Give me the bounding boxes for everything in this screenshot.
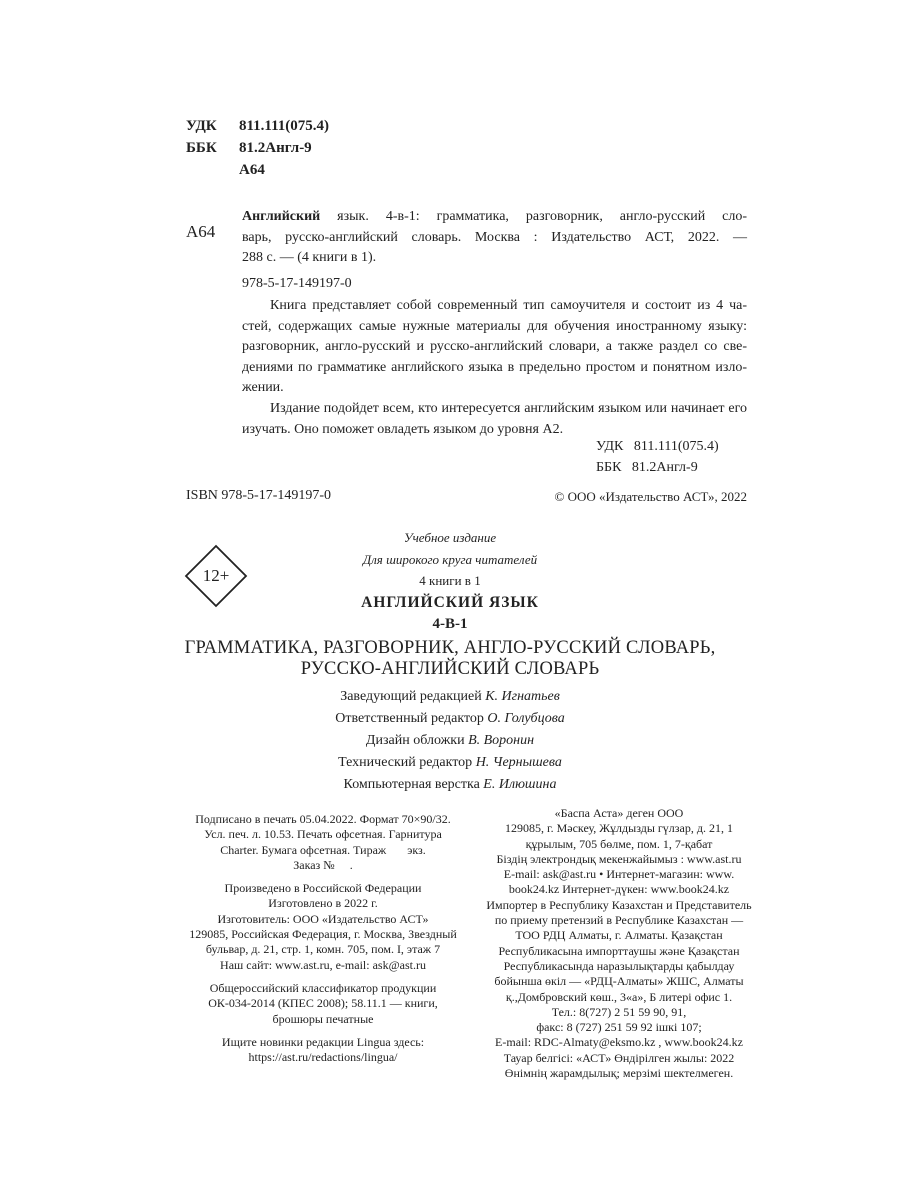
- imprint-line: Усл. печ. л. 10.53. Печать офсетная. Гарнитура: [204, 827, 442, 842]
- imprint-line: қ.,Домбровский көш., 3«а», Б литері офис 1.: [505, 989, 733, 1004]
- book-title: АНГЛИЙСКИЙ ЯЗЫК: [361, 594, 539, 611]
- imprint-line: Ищите новинки редакции Lingua здесь:: [221, 1034, 425, 1049]
- catalog-line3: 288 с. — (4 книги в 1).: [242, 250, 377, 265]
- imprint-line: Произведено в Российской Федерации: [224, 881, 422, 896]
- author-mark: А64: [239, 162, 265, 178]
- bbk-repeat: ББК 81.2Англ-9: [596, 460, 698, 475]
- imprint-line: Наш сайт: www.ast.ru, e-mail: ask@ast.ru: [220, 957, 426, 972]
- imprint-line: Charter. Бумага офсетная. Тираж экз.: [220, 842, 426, 857]
- catalog-description: [242, 207, 747, 269]
- imprint-line: факс: 8 (727) 251 59 92 ішкі 107;: [536, 1020, 702, 1035]
- bbk-value: 81.2Англ-9: [239, 140, 312, 156]
- edition-type: Учебное издание: [403, 530, 497, 545]
- imprint-line: ОК-034-2014 (КПЕС 2008); 58.11.1 — книги,: [208, 996, 438, 1011]
- book-subtitle: 4-В-1: [432, 616, 468, 632]
- edition-audience: Для широкого круга читателей: [362, 552, 538, 567]
- credit-line: Заведующий редакцией К. Игнатьев: [340, 689, 560, 704]
- udk-value: 811.111(075.4): [239, 118, 330, 134]
- imprint-right: [452, 806, 786, 1081]
- imprint-line: 129085, Российская Федерация, г. Москва, Звездный: [189, 927, 457, 942]
- annotation-paragraph-1: [242, 296, 747, 399]
- edition-series: 4 книги в 1: [419, 573, 481, 588]
- imprint-line: ТОО РДЦ Алматы, г. Алматы. Қазақстан: [515, 928, 723, 943]
- copyright: © ООО «Издательство АСТ», 2022: [554, 489, 747, 504]
- imprint-line: бульвар, д. 21, стр. 1, комн. 705, пом. I, этаж 7: [205, 942, 441, 957]
- imprint-line: Өнімнің жарамдылық; мерзімі шектелмеген.: [504, 1066, 734, 1081]
- credit-line: Технический редактор Н. Чернышева: [338, 755, 562, 770]
- isbn: ISBN 978-5-17-149197-0: [186, 488, 332, 503]
- imprint-line: құрылым, 705 бөлме, пом. 1, 7-қабат: [525, 836, 713, 851]
- imprint-line: Изготовлено в 2022 г.: [268, 896, 378, 911]
- imprint-line: «Баспа Аста» деген ООО: [554, 806, 684, 820]
- imprint-line: book24.kz Интернет-дүкен: www.book24.kz: [508, 882, 730, 897]
- udk-repeat: УДК 811.111(075.4): [596, 439, 719, 454]
- annotation-line: Книга представляет собой современный тип самоучителя и состоит из 4 ча-: [270, 298, 747, 313]
- credit-line: Дизайн обложки В. Воронин: [365, 733, 535, 748]
- udk-label: УДК: [186, 118, 217, 134]
- catalog-isbn: 978-5-17-149197-0: [242, 276, 352, 291]
- annotation-line: Издание подойдет всем, кто интересуется английским языком или начинает его: [270, 401, 747, 416]
- age-rating-label: 12+: [202, 566, 230, 585]
- credit-line: Ответственный редактор О. Голубцова: [335, 711, 565, 726]
- imprint-line: https://ast.ru/redactions/lingua/: [248, 1050, 398, 1065]
- imprint-line: E-mail: RDC-Almaty@eksmo.kz , www.book24.kz: [495, 1035, 743, 1050]
- annotation-line: изучать. Оно поможет овладеть языком до уровня А2.: [242, 421, 564, 437]
- age-rating-badge: [184, 544, 248, 608]
- imprint-line: брошюры печатные: [272, 1011, 374, 1026]
- imprint-line: 129085, г. Мәскеу, Жұлдызды гүлзар, д. 21, 1: [505, 821, 733, 836]
- catalog-side-mark: А64: [186, 222, 216, 241]
- annotation-line: жении.: [242, 380, 284, 395]
- catalog-line1: язык. 4-в-1: грамматика, разговорник, англо-русский сло-: [320, 209, 747, 224]
- imprint-line: Общероссийский классификатор продукции: [209, 980, 437, 995]
- annotation-paragraph-2: [242, 399, 747, 440]
- bbk-label: ББК: [186, 140, 217, 156]
- annotation-line: разговорник, англо-русский и русско-английский словари, а также раздел со све-: [242, 339, 747, 354]
- imprint-line: Импортер в Республику Казахстан и Представитель: [486, 897, 752, 912]
- imprint-line: Республикасына импорттаушы және Қазақстан: [498, 943, 740, 958]
- imprint-line: бойынша өкіл — «РДЦ-Алматы» ЖШС, Алматы: [494, 974, 744, 989]
- credit-line: Компьютерная верстка Е. Илюшина: [343, 777, 557, 792]
- book-subtitle-line-1: ГРАММАТИКА, РАЗГОВОРНИК, АНГЛО-РУССКИЙ СЛОВАРЬ,: [184, 638, 716, 658]
- imprint-left: [172, 812, 474, 1065]
- imprint-line: E-mail: ask@ast.ru • Интернет-магазин: www.: [503, 867, 735, 882]
- book-subtitle-line-2: РУССКО-АНГЛИЙСКИЙ СЛОВАРЬ: [300, 659, 600, 679]
- imprint-line: Біздің электрондық мекенжайымыз : www.ast.ru: [496, 851, 742, 866]
- catalog-title-bold: Английский: [242, 209, 321, 224]
- imprint-line: Республикасында наразылықтарды қабылдау: [503, 958, 735, 973]
- annotation-line: дениями по грамматике английского языка в предельно простом и понятном изло-: [242, 359, 747, 375]
- imprint-line: Тел.: 8(727) 2 51 59 90, 91,: [551, 1004, 687, 1019]
- imprint-line: по приему претензий в Республике Казахстан —: [494, 913, 744, 928]
- imprint-line: Изготовитель: ООО «Издательство АСТ»: [217, 911, 429, 926]
- imprint-line: Тауар белгісі: «АСТ» Өндірілген жылы: 2022: [503, 1050, 735, 1065]
- imprint-line: Подписано в печать 05.04.2022. Формат 70×90/32.: [195, 812, 451, 826]
- annotation-line: стей, содержащих самые нужные материалы для обучения иностранному языку:: [242, 318, 747, 334]
- catalog-line2: варь, русско-английский словарь. Москва : Издательство АСТ, 2022. —: [242, 229, 747, 245]
- imprint-line: Заказ № .: [293, 857, 353, 872]
